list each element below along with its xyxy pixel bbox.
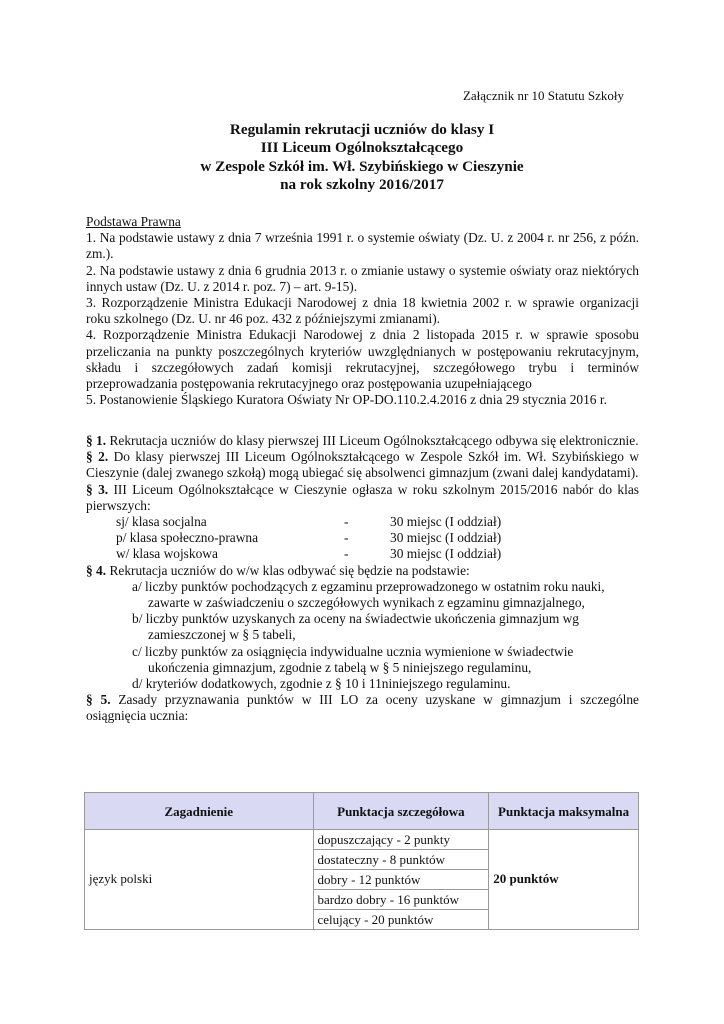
class-name: sj/ klasa socjalna bbox=[116, 514, 207, 530]
class-list-item bbox=[86, 514, 639, 530]
criteria-item-cont: ukończenia gimnazjum, zgodnie z tabelą w § 5 niniejszego regulaminu, bbox=[148, 659, 532, 675]
subject-cell: język polski bbox=[85, 830, 314, 930]
table-row bbox=[85, 830, 639, 850]
column-header: Zagadnienie bbox=[85, 793, 314, 830]
paragraph-text: Zasady przyznawania punktów w III LO za oceny uzyskane w gimnazjum i szczególne osiągnięcia ucznia: bbox=[86, 692, 639, 724]
table-header-row bbox=[85, 793, 639, 830]
paragraph-4 bbox=[86, 563, 639, 579]
class-name: p/ klasa społeczno-prawna bbox=[116, 530, 259, 546]
max-points-cell: 20 punktów bbox=[489, 830, 639, 930]
legal-item: 4. Rozporządzenie Ministra Edukacji Narodowej z dnia 2 listopada 2015 r. w sprawie sposobu przeliczania na punkty poszczególnych kryteriów uwzględnianych w postępowaniu rekrutacyjnym, składu i szczegółowych zadań komisji rekrutacyjnej, szczegółowego trybu i terminów przeprowadzania postępowania rekrutacyjnego oraz postępowania uzupełniającego bbox=[86, 327, 639, 392]
criteria-item: c/ liczby punktów za osiągnięcia indywidualne ucznia wymienione w świadectwie bbox=[132, 643, 574, 659]
title-line: na rok szkolny 2016/2017 bbox=[280, 175, 444, 193]
paragraph-text: Rekrutacja uczniów do klasy pierwszej III Liceum Ogólnokształcącego odbywa się elektronicznie. bbox=[106, 433, 639, 448]
class-dash: - bbox=[344, 546, 349, 562]
legal-basis-heading: Podstawa Prawna bbox=[86, 214, 181, 229]
title-line: III Liceum Ogólnokształcącego bbox=[260, 139, 464, 157]
criteria-item-cont: zawarte w zaświadczeniu o szczegółowych wynikach z egzaminu gimnazjalnego, bbox=[148, 595, 585, 611]
criteria-item: a/ liczby punktów pochodzących z egzaminu przeprowadzonego w ostatnim roku nauki, bbox=[132, 578, 605, 594]
paragraph-label: § 1. bbox=[86, 433, 107, 448]
paragraph-text: III Liceum Ogólnokształcące w Cieszynie ogłasza w roku szkolnym 2015/2016 nabór do klas pierwszych: bbox=[86, 481, 639, 513]
points-table bbox=[84, 792, 639, 930]
legal-item: 2. Na podstawie ustawy z dnia 6 grudnia 2013 r. o zmianie ustawy o systemie oświaty oraz niektórych innych ustaw (Dz. U. z 2014 r. poz. 7) – art. 9-15). bbox=[86, 262, 639, 294]
legal-item: 1. Na podstawie ustawy z dnia 7 września 1991 r. o systemie oświaty (Dz. U. z 2004 r. nr 256, z późn. zm.). bbox=[86, 230, 639, 262]
detail-cell: celujący - 20 punktów bbox=[313, 910, 489, 930]
paragraph-text: Rekrutacja uczniów do w/w klas odbywać się będzie na podstawie: bbox=[106, 562, 470, 578]
class-list-item bbox=[86, 546, 639, 562]
paragraph-label: § 3. bbox=[86, 481, 109, 497]
appendix-note: Załącznik nr 10 Statutu Szkoły bbox=[462, 88, 624, 103]
class-dash: - bbox=[344, 530, 349, 546]
legal-basis-section bbox=[86, 214, 639, 408]
paragraph-3 bbox=[86, 482, 639, 514]
paragraph-1 bbox=[86, 433, 639, 449]
column-header: Punktacja szczegółowa bbox=[313, 793, 489, 830]
criteria-item: d/ kryteriów dodatkowych, zgodnie z § 10 i 11niniejszego regulaminu. bbox=[132, 676, 511, 692]
legal-item: 3. Rozporządzenie Ministra Edukacji Narodowej z dnia 18 kwietnia 2002 r. w sprawie organizacji roku szkolnego (Dz. U. nr 46 poz. 432 z późniejszymi zmianami). bbox=[86, 295, 639, 327]
paragraph-5 bbox=[86, 692, 639, 724]
detail-cell: dobry - 12 punktów bbox=[313, 870, 489, 890]
criteria-item: b/ liczby punktów uzyskanych za oceny na świadectwie ukończenia gimnazjum wg bbox=[132, 611, 579, 627]
class-dash: - bbox=[344, 514, 349, 530]
regulations-section bbox=[86, 433, 639, 725]
paragraph-label: § 2. bbox=[86, 449, 109, 465]
legal-item: 5. Postanowienie Śląskiego Kuratora Oświaty Nr OP-DO.110.2.4.2016 z dnia 29 stycznia 2016 r. bbox=[86, 392, 607, 408]
column-header: Punktacja maksymalna bbox=[489, 793, 639, 830]
class-places: 30 miejsc (I oddział) bbox=[390, 530, 502, 546]
paragraph-text: Do klasy pierwszej III Liceum Ogólnokształcącego w Zespole Szkół im. Wł. Szybińskiego w Cieszynie (dalej zwanego szkołą) mogą ubiegać się absolwenci gimnazjum (zwani dalej kandydatami). bbox=[86, 449, 640, 481]
title-line: Regulamin rekrutacji uczniów do klasy I bbox=[229, 121, 495, 138]
document-title bbox=[0, 121, 724, 194]
paragraph-label: § 4. bbox=[86, 562, 107, 578]
paragraph-2 bbox=[86, 449, 639, 481]
class-name: w/ klasa wojskowa bbox=[116, 546, 218, 562]
class-places: 30 miejsc (I oddział) bbox=[390, 514, 502, 530]
paragraph-label: § 5. bbox=[86, 692, 111, 708]
class-list-item bbox=[86, 530, 639, 546]
detail-cell: dostateczny - 8 punktów bbox=[313, 850, 489, 870]
title-line: w Zespole Szkół im. Wł. Szybińskiego w Cieszynie bbox=[200, 157, 524, 175]
class-places: 30 miejsc (I oddział) bbox=[390, 546, 502, 562]
detail-cell: dopuszczający - 2 punkty bbox=[313, 830, 489, 850]
criteria-item-cont: zamieszczonej w § 5 tabeli, bbox=[148, 627, 296, 643]
detail-cell: bardzo dobry - 16 punktów bbox=[313, 890, 489, 910]
